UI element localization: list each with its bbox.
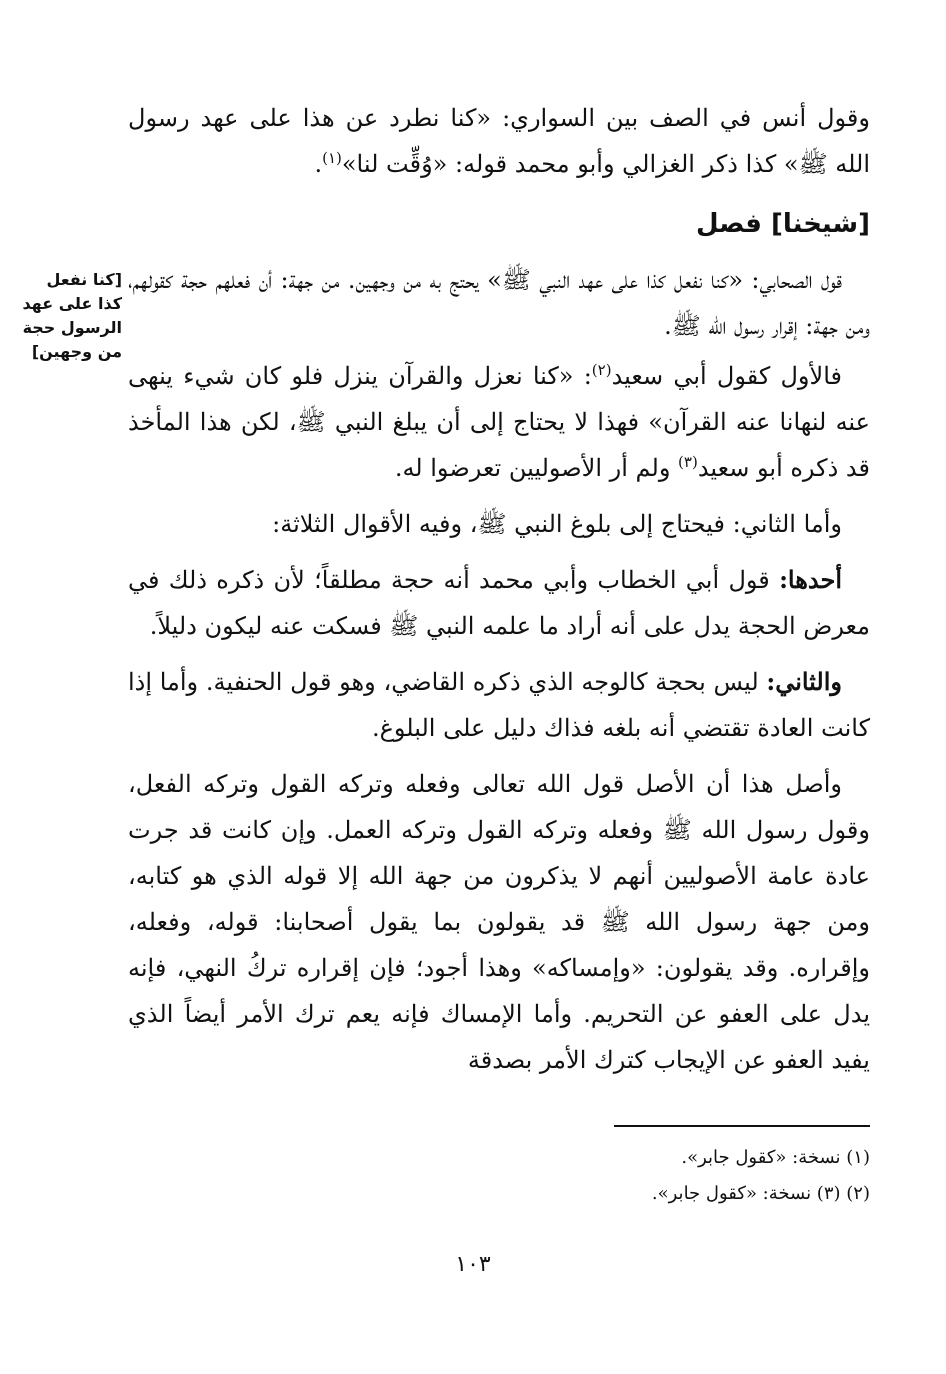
paragraph-second-aspect: وأما الثاني: فيحتاج إلى بلوغ النبي ﷺ، وفيه الأقوال الثلاثة:	[272, 510, 842, 538]
footnote-divider	[614, 1125, 870, 1127]
section-heading	[128, 201, 870, 247]
footnote-ref-3: (٣)	[678, 453, 698, 471]
heading-bracket: [شيخنا]	[770, 209, 870, 239]
paragraph-opinion-two: والثاني: ليس بحجة كالوجه الذي ذكره القاضي، وهو قول الحنفية. وأما إذا كانت العادة تقتضي أنه بلغه فذاك دليل على البلوغ.	[128, 667, 870, 742]
paragraph-anas: وقول أنس في الصف بين السواري: «كنا نطرد عن هذا على عهد رسول الله ﷺ» كذا ذكر الغزالي وأبو محمد قوله: «وُقِّت لنا»$^{(١)}$.	[128, 104, 870, 178]
opinion-one-label: أحدها:	[779, 565, 842, 594]
footnote-ref-1: (١)	[322, 149, 342, 167]
margin-note: [كنا نفعل كذا على عهد الرسول حجة من وجهين]	[22, 270, 122, 361]
paragraph-opinion-one: أحدها: قول أبي الخطاب وأبي محمد أنه حجة مطلقاً؛ لأن ذكره ذلك في معرض الحجة يدل على أنه أراد ما علمه النبي ﷺ فسكت عنه ليكون دليلاً.	[128, 565, 870, 640]
heading-title: فصل	[696, 209, 762, 239]
footnote-2-3: (٢) (٣) نسخة: «كقول جابر».	[651, 1183, 870, 1204]
page-number: ١٠٣	[455, 1252, 491, 1277]
paragraph-principle: وأصل هذا أن الأصل قول الله تعالى وفعله وتركه القول وتركه الفعل، وقول رسول الله ﷺ وفعله وتركه القول وتركه العمل. وإن كانت قد جرت عادة عامة الأصوليين أنهم لا يذكرون من جهة الله إلا قوله الذي هو كتابه، ومن جهة رسول الله ﷺ قد يقولون بما يقول أصحابنا: قوله، وفعله، وإقراره. وقد يقولون: «وإمساكه» وهذا أجود؛ فإن إقراره تركُ النهي، فإنه يدل على العفو عن التحريم. وأما الإمساك فإنه يعم ترك الأمر أيضاً الذي يفيد العفو عن الإيجاب كترك الأمر بصدقة	[128, 770, 870, 1074]
footnotes	[400, 1140, 870, 1212]
footnote-ref-2: (٢)	[591, 361, 612, 379]
footnote-1: (١) نسخة: «كقول جابر».	[681, 1147, 870, 1168]
opinion-two-label: والثاني:	[766, 667, 842, 696]
main-text	[128, 95, 870, 1093]
paragraph-companion-saying: قول الصحابي: «كنا نفعل كذا على عهد النبي ﷺ» يحتج به من وجهين. من جهة: أن فعلهم حجة كقولهم، ومن جهة: إقرار رسول الله ﷺ.	[128, 266, 870, 340]
paragraph-first-aspect: فالأول كقول أبي سعيد$^{(٢)}$: «كنا نعزل والقرآن ينزل فلو كان شيء ينهى عنه لنهانا عنه القرآن» فهذا لا يحتاج إلى أن يبلغ النبي ﷺ، لكن هذا المأخذ قد ذكره أبو سعيد$^{(٣)}$ ولم أر الأصوليين تعرضوا له.	[128, 361, 870, 482]
